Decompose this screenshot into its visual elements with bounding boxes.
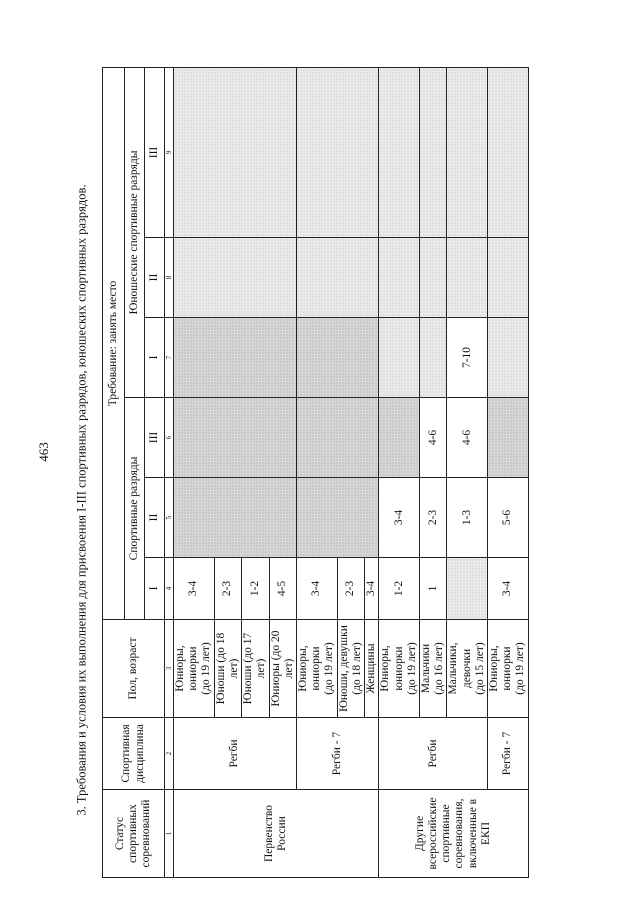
shaded-cell [296, 67, 378, 237]
shaded-cell [447, 67, 488, 237]
col-number: 2 [165, 718, 174, 790]
table-row [174, 67, 215, 877]
header-requirement: Требование: занять место [103, 67, 125, 619]
rank-1-cell: 1 [419, 558, 446, 620]
header-rank-3: III [145, 398, 165, 478]
col-number: 7 [165, 318, 174, 398]
header-youth-ranks: Юношеские спортивные разряды [125, 67, 145, 397]
shaded-cell [379, 318, 420, 398]
discipline-cell: Регби - 7 [488, 718, 529, 790]
status-cell: Другие всероссийские спортивные соревнования, включенные в ЕКП [379, 790, 528, 878]
header-rank-1: I [145, 558, 165, 620]
rank-3-cell: 4-6 [419, 398, 446, 478]
header-rank-2: II [145, 478, 165, 558]
age-cell: Юноши (до 18 лет) [214, 620, 241, 718]
rank-2-cell: 1-3 [447, 478, 488, 558]
header-status: Статус спортивных соревнований [103, 790, 165, 878]
col-number: 4 [165, 558, 174, 620]
col-number: 1 [165, 790, 174, 878]
rank-1-cell: 3-4 [488, 558, 529, 620]
col-number: 5 [165, 478, 174, 558]
age-cell: Юноши (до 17 лет) [242, 620, 269, 718]
shaded-cell [419, 318, 446, 398]
shaded-cell [379, 238, 420, 318]
rank-1-cell: 3-4 [296, 558, 337, 620]
age-cell: Юниоры, юниорки (до 19 лет) [379, 620, 420, 718]
age-cell: Юниоры (до 20 лет) [269, 620, 296, 718]
page-number: 463 [36, 442, 51, 462]
shaded-cell [379, 67, 420, 237]
table-row [488, 67, 529, 877]
header-youth-rank-2: II [145, 238, 165, 318]
rank-1-cell: 4-5 [269, 558, 296, 620]
table-row [296, 67, 337, 877]
shaded-cell [447, 238, 488, 318]
age-cell: Юниоры, юниорки (до 19 лет) [174, 620, 215, 718]
shaded-cell [447, 558, 488, 620]
col-number: 9 [165, 67, 174, 237]
age-cell: Юноши, девушки (до 18 лет) [337, 620, 364, 718]
age-cell: Мальчики (до 16 лет) [419, 620, 446, 718]
shaded-cell [174, 478, 297, 558]
header-youth-rank-3: III [145, 67, 165, 237]
rank-3-cell: 4-6 [447, 398, 488, 478]
col-number: 8 [165, 238, 174, 318]
shaded-cell [296, 238, 378, 318]
status-cell: Первенство России [174, 790, 379, 878]
shaded-cell [296, 318, 378, 398]
age-cell: Женщины [365, 620, 379, 718]
rank-1-cell: 3-4 [174, 558, 215, 620]
shaded-cell [379, 398, 420, 478]
shaded-cell [174, 318, 297, 398]
header-sport-ranks: Спортивные разряды [125, 398, 145, 620]
age-cell: Юниоры, юниорки (до 19 лет) [488, 620, 529, 718]
header-gender-age: Пол, возраст [103, 620, 165, 718]
youth-rank-1-cell: 7-10 [447, 318, 488, 398]
rank-2-cell: 5-6 [488, 478, 529, 558]
col-number: 6 [165, 398, 174, 478]
shaded-cell [174, 398, 297, 478]
shaded-cell [296, 478, 378, 558]
rank-2-cell: 2-3 [419, 478, 446, 558]
discipline-cell: Регби [379, 718, 488, 790]
age-cell: Юниоры, юниорки (до 19 лет) [296, 620, 337, 718]
rank-1-cell: 2-3 [214, 558, 241, 620]
discipline-cell: Регби [174, 718, 297, 790]
section-heading: 3. Требования и условия их выполнения для присвоения I-III спортивных разрядов, юношеских спортивных разрядов. [74, 184, 89, 816]
age-cell: Мальчики, девочки (до 15 лет) [447, 620, 488, 718]
rank-1-cell: 1-2 [379, 558, 420, 620]
table-row [379, 67, 420, 877]
shaded-cell [419, 238, 446, 318]
requirements-table [102, 67, 529, 878]
header-youth-rank-1: I [145, 318, 165, 398]
shaded-cell [488, 238, 529, 318]
discipline-cell: Регби - 7 [296, 718, 378, 790]
shaded-cell [488, 398, 529, 478]
shaded-cell [488, 318, 529, 398]
rank-1-cell: 3-4 [365, 558, 379, 620]
rank-1-cell: 2-3 [337, 558, 364, 620]
shaded-cell [174, 238, 297, 318]
rank-1-cell: 1-2 [242, 558, 269, 620]
requirements-table-rotated [102, 68, 527, 878]
shaded-cell [296, 398, 378, 478]
shaded-cell [488, 67, 529, 237]
rank-2-cell: 3-4 [379, 478, 420, 558]
col-number: 3 [165, 620, 174, 718]
header-discipline: Спортивная дисциплина [103, 718, 165, 790]
shaded-cell [419, 67, 446, 237]
shaded-cell [174, 67, 297, 237]
